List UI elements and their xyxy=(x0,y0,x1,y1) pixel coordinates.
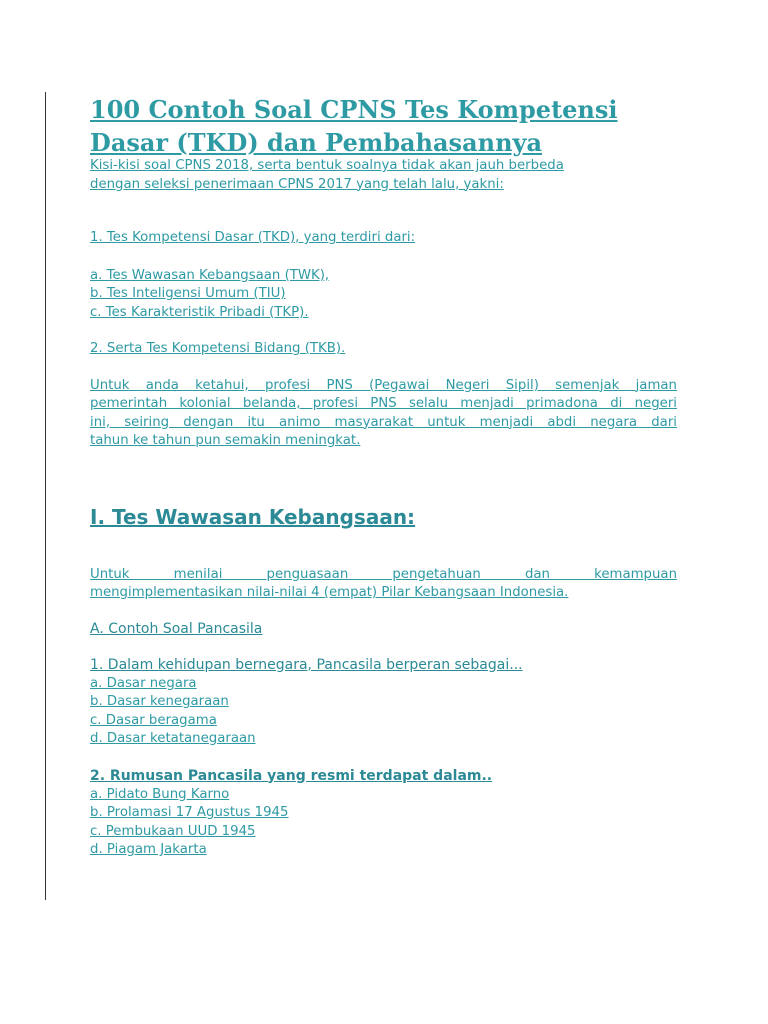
pns-line-2: pemerintah kolonial belanda, profesi PNS selalu menjadi primadona di negeri xyxy=(90,396,677,411)
question-2-option-b: b. Prolamasi 17 Agustus 1945 xyxy=(90,805,289,820)
question-block-2 xyxy=(90,767,677,860)
pns-paragraph xyxy=(90,377,677,451)
pns-line-4: tahun ke tahun pun semakin meningkat. xyxy=(90,433,361,448)
question-2-option-d: d. Piagam Jakarta xyxy=(90,842,207,857)
document-title xyxy=(90,93,677,159)
subheading-pancasila: A. Contoh Soal Pancasila xyxy=(90,620,263,637)
intro-paragraph xyxy=(90,157,677,194)
twk-desc-line-2: mengimplementasikan nilai-nilai 4 (empat) Pilar Kebangsaan Indonesia. xyxy=(90,585,569,600)
question-1-option-b: b. Dasar kenegaraan xyxy=(90,694,229,709)
document-page xyxy=(90,93,677,860)
twk-desc-line-1: Untuk menilai penguasaan pengetahuan dan kemampuan xyxy=(90,566,677,582)
question-1: 1. Dalam kehidupan bernegara, Pancasila berperan sebagai... xyxy=(90,656,523,673)
question-2-option-a: a. Pidato Bung Karno xyxy=(90,786,230,802)
pns-line-3: ini, seiring dengan itu animo masyarakat untuk menjadi abdi negara dari xyxy=(90,414,677,430)
question-2-option-c: c. Pembukaan UUD 1945 xyxy=(90,823,256,839)
sub-item-twk: a. Tes Wawasan Kebangsaan (TWK), xyxy=(90,267,330,283)
intro-line-2: dengan seleksi penerimaan CPNS 2017 yang telah lalu, yakni: xyxy=(90,176,504,192)
pns-line-1: Untuk anda ketahui, profesi PNS (Pegawai Negeri Sipil) semenjak jaman xyxy=(90,377,677,393)
section-heading-twk: I. Tes Wawasan Kebangsaan: xyxy=(90,504,416,529)
question-1-option-d: d. Dasar ketatanegaraan xyxy=(90,731,256,746)
question-block-1 xyxy=(90,656,677,749)
sub-item-tkp: c. Tes Karakteristik Pribadi (TKP). xyxy=(90,304,309,320)
page-margin-line xyxy=(45,92,46,900)
title-line-2: Dasar (TKD) dan Pembahasannya xyxy=(90,128,543,157)
question-2: 2. Rumusan Pancasila yang resmi terdapat dalam.. xyxy=(90,767,493,784)
question-1-option-a: a. Dasar negara xyxy=(90,675,197,691)
intro-line-1: Kisi-kisi soal CPNS 2018, serta bentuk soalnya tidak akan jauh berbeda xyxy=(90,158,564,173)
list-item-tkb: 2. Serta Tes Kompetensi Bidang (TKB). xyxy=(90,341,346,356)
title-line-1: 100 Contoh Soal CPNS Tes Kompetensi xyxy=(90,95,618,124)
tkd-sub-list xyxy=(90,267,677,323)
list-item-tkd: 1. Tes Kompetensi Dasar (TKD), yang terdiri dari: xyxy=(90,230,416,245)
twk-description xyxy=(90,566,677,603)
question-1-option-c: c. Dasar beragama xyxy=(90,712,217,728)
sub-item-tiu: b. Tes Inteligensi Umum (TIU) xyxy=(90,286,286,301)
